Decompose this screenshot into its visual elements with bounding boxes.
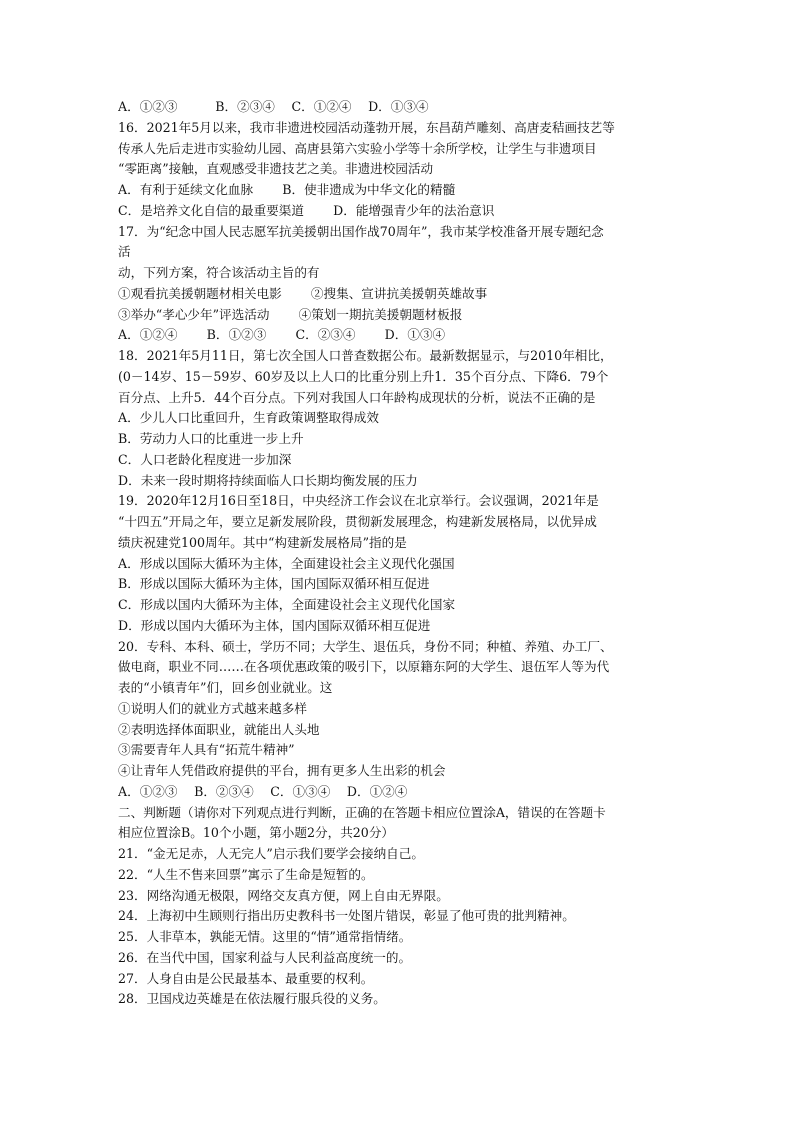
text-line: 18．2021年5月11日，第七次全国人口普查数据公布。最新数据显示，与2010年相比， (118, 348, 613, 363)
text-line: 绩庆祝建党100周年。其中“构建新发展格局”指的是 (118, 534, 407, 550)
text-line: 相应位置涂B。10个小题，第小题2分，共20分） (118, 825, 395, 841)
text-line: C．形成以国内大循环为主体，全面建设社会主义现代化国家 (118, 597, 456, 612)
text-line: B．形成以国际大循环为主体，国内国际双循环相互促进 (118, 576, 430, 592)
text-line: “十四五”开局之年，要立足新发展阶段，贯彻新发展理念，构建新发展格局，以优异成 (118, 514, 597, 529)
text-line: 百分点、上升5．44个百分点。下列对我国人口年龄构成现状的分析，说法不正确的是 (118, 389, 596, 405)
text-line: A．形成以国际大循环为主体，全面建设社会主义现代化强国 (118, 555, 455, 571)
text-line: ①说明人们的就业方式越来越多样 (118, 700, 307, 716)
text-line: 25．人非草本，孰能无情。这里的“情”通常指情绪。 (118, 929, 412, 944)
text-line: D．未来一段时期将持续面临人口长期均衡发展的压力 (118, 472, 418, 488)
text-line: C．是培养文化自信的最重要渠道 D．能增强青少年的法治意识 (118, 202, 495, 218)
text-line: 21．“金无足赤，人无完人”启示我们要学会接纳自己。 (118, 846, 424, 861)
text-line: D．形成以国内大循环为主体，国内国际双循环相互促进 (118, 617, 431, 633)
text-line: 20．专科、本科、硕士，学历不同；大学生、退伍兵，身份不同；种植、养殖、办工厂、 (118, 638, 613, 654)
text-line: 表的“小镇青年”们，回乡创业就业。这 (118, 680, 333, 695)
text-line: B．劳动力人口的比重进一步上升 (118, 431, 304, 446)
text-line: 27．人身自由是公民最基本、最重要的权利。 (118, 970, 374, 986)
text-line: ③需要青年人具有“拓荒牛精神” (118, 742, 295, 758)
text-line: ③举办“孝心少年”评选活动 ④策划一期抗美援朝题材板报 (118, 306, 463, 322)
text-line: 做电商，职业不同……在各项优惠政策的吸引下，以原籍东阿的大学生、退伍军人等为代 (118, 659, 610, 675)
text-line: 16．2021年5月以来，我市非遗进校园活动蓬勃开展，东昌葫芦雕刻、高唐麦秸画技艺等 (118, 119, 615, 135)
text-line: ②表明选择体面职业，就能出人头地 (118, 721, 320, 737)
text-line: 28．卫国戍边英雄是在依法履行服兵役的义务。 (118, 991, 386, 1007)
text-line: “零距离”接触，直观感受非遗技艺之美。非遗进校园活动 (118, 161, 434, 177)
text-line: 动，下列方案，符合该活动主旨的有 (118, 265, 320, 280)
text-line: ④让青年人凭借政府提供的平台，拥有更多人生出彩的机会 (118, 763, 446, 778)
text-line: 活 (118, 244, 131, 260)
text-line: A．①②④ B．①②③ C．②③④ D．①③④ (118, 327, 446, 343)
text-line: 传承人先后走进市实验幼儿园、高唐县第六实验小学等十余所学校，让学生与非遗项目 (118, 140, 597, 156)
text-line: C．人口老龄化程度进一步加深 (118, 451, 292, 467)
text-line: 二、判断题（请你对下列观点进行判断，正确的在答题卡相应位置涂A，错误的在答题卡 (118, 804, 606, 820)
text-line: 19．2020年12月16日至18日，中央经济工作会议在北京举行。会议强调，2021年是 (118, 493, 599, 509)
text-line: 17．为“纪念中国人民志愿军抗美援朝出国作战70周年”，我市某学校准备开展专题纪念 (118, 223, 604, 239)
text-line: 24．上海初中生顾则行指出历史教科书一处图片错误，彰显了他可贵的批判精神。 (118, 908, 575, 924)
text-line: 22．“人生不售来回票”寓示了生命是短暂的。 (118, 866, 374, 882)
exam-page (118, 97, 678, 1010)
text-line: A．少儿人口比重回升，生育政策调整取得成效 (118, 410, 379, 426)
text-line: 23．网络沟通无极限，网络交友真方便，网上自由无界限。 (118, 887, 449, 903)
text-line: 26．在当代中国，国家利益与人民利益高度统一的。 (118, 949, 412, 965)
text-line: ①观看抗美援朝题材相关电影 ②搜集、宣讲抗美援朝英雄故事 (118, 285, 488, 301)
text-line: (0－14岁、15－59岁、60岁及以上人口的比重分别上升1．35个百分点、下降6．79个 (118, 368, 609, 384)
text-line: A．有利于延续文化血脉 B．使非遗成为中华文化的精髓 (118, 182, 456, 197)
text-line: A．①②③ B．②③④ C．①③④ D．①②④ (118, 783, 408, 799)
text-line: A．①②③ B．②③④ C．①②④ D．①③④ (118, 99, 429, 114)
